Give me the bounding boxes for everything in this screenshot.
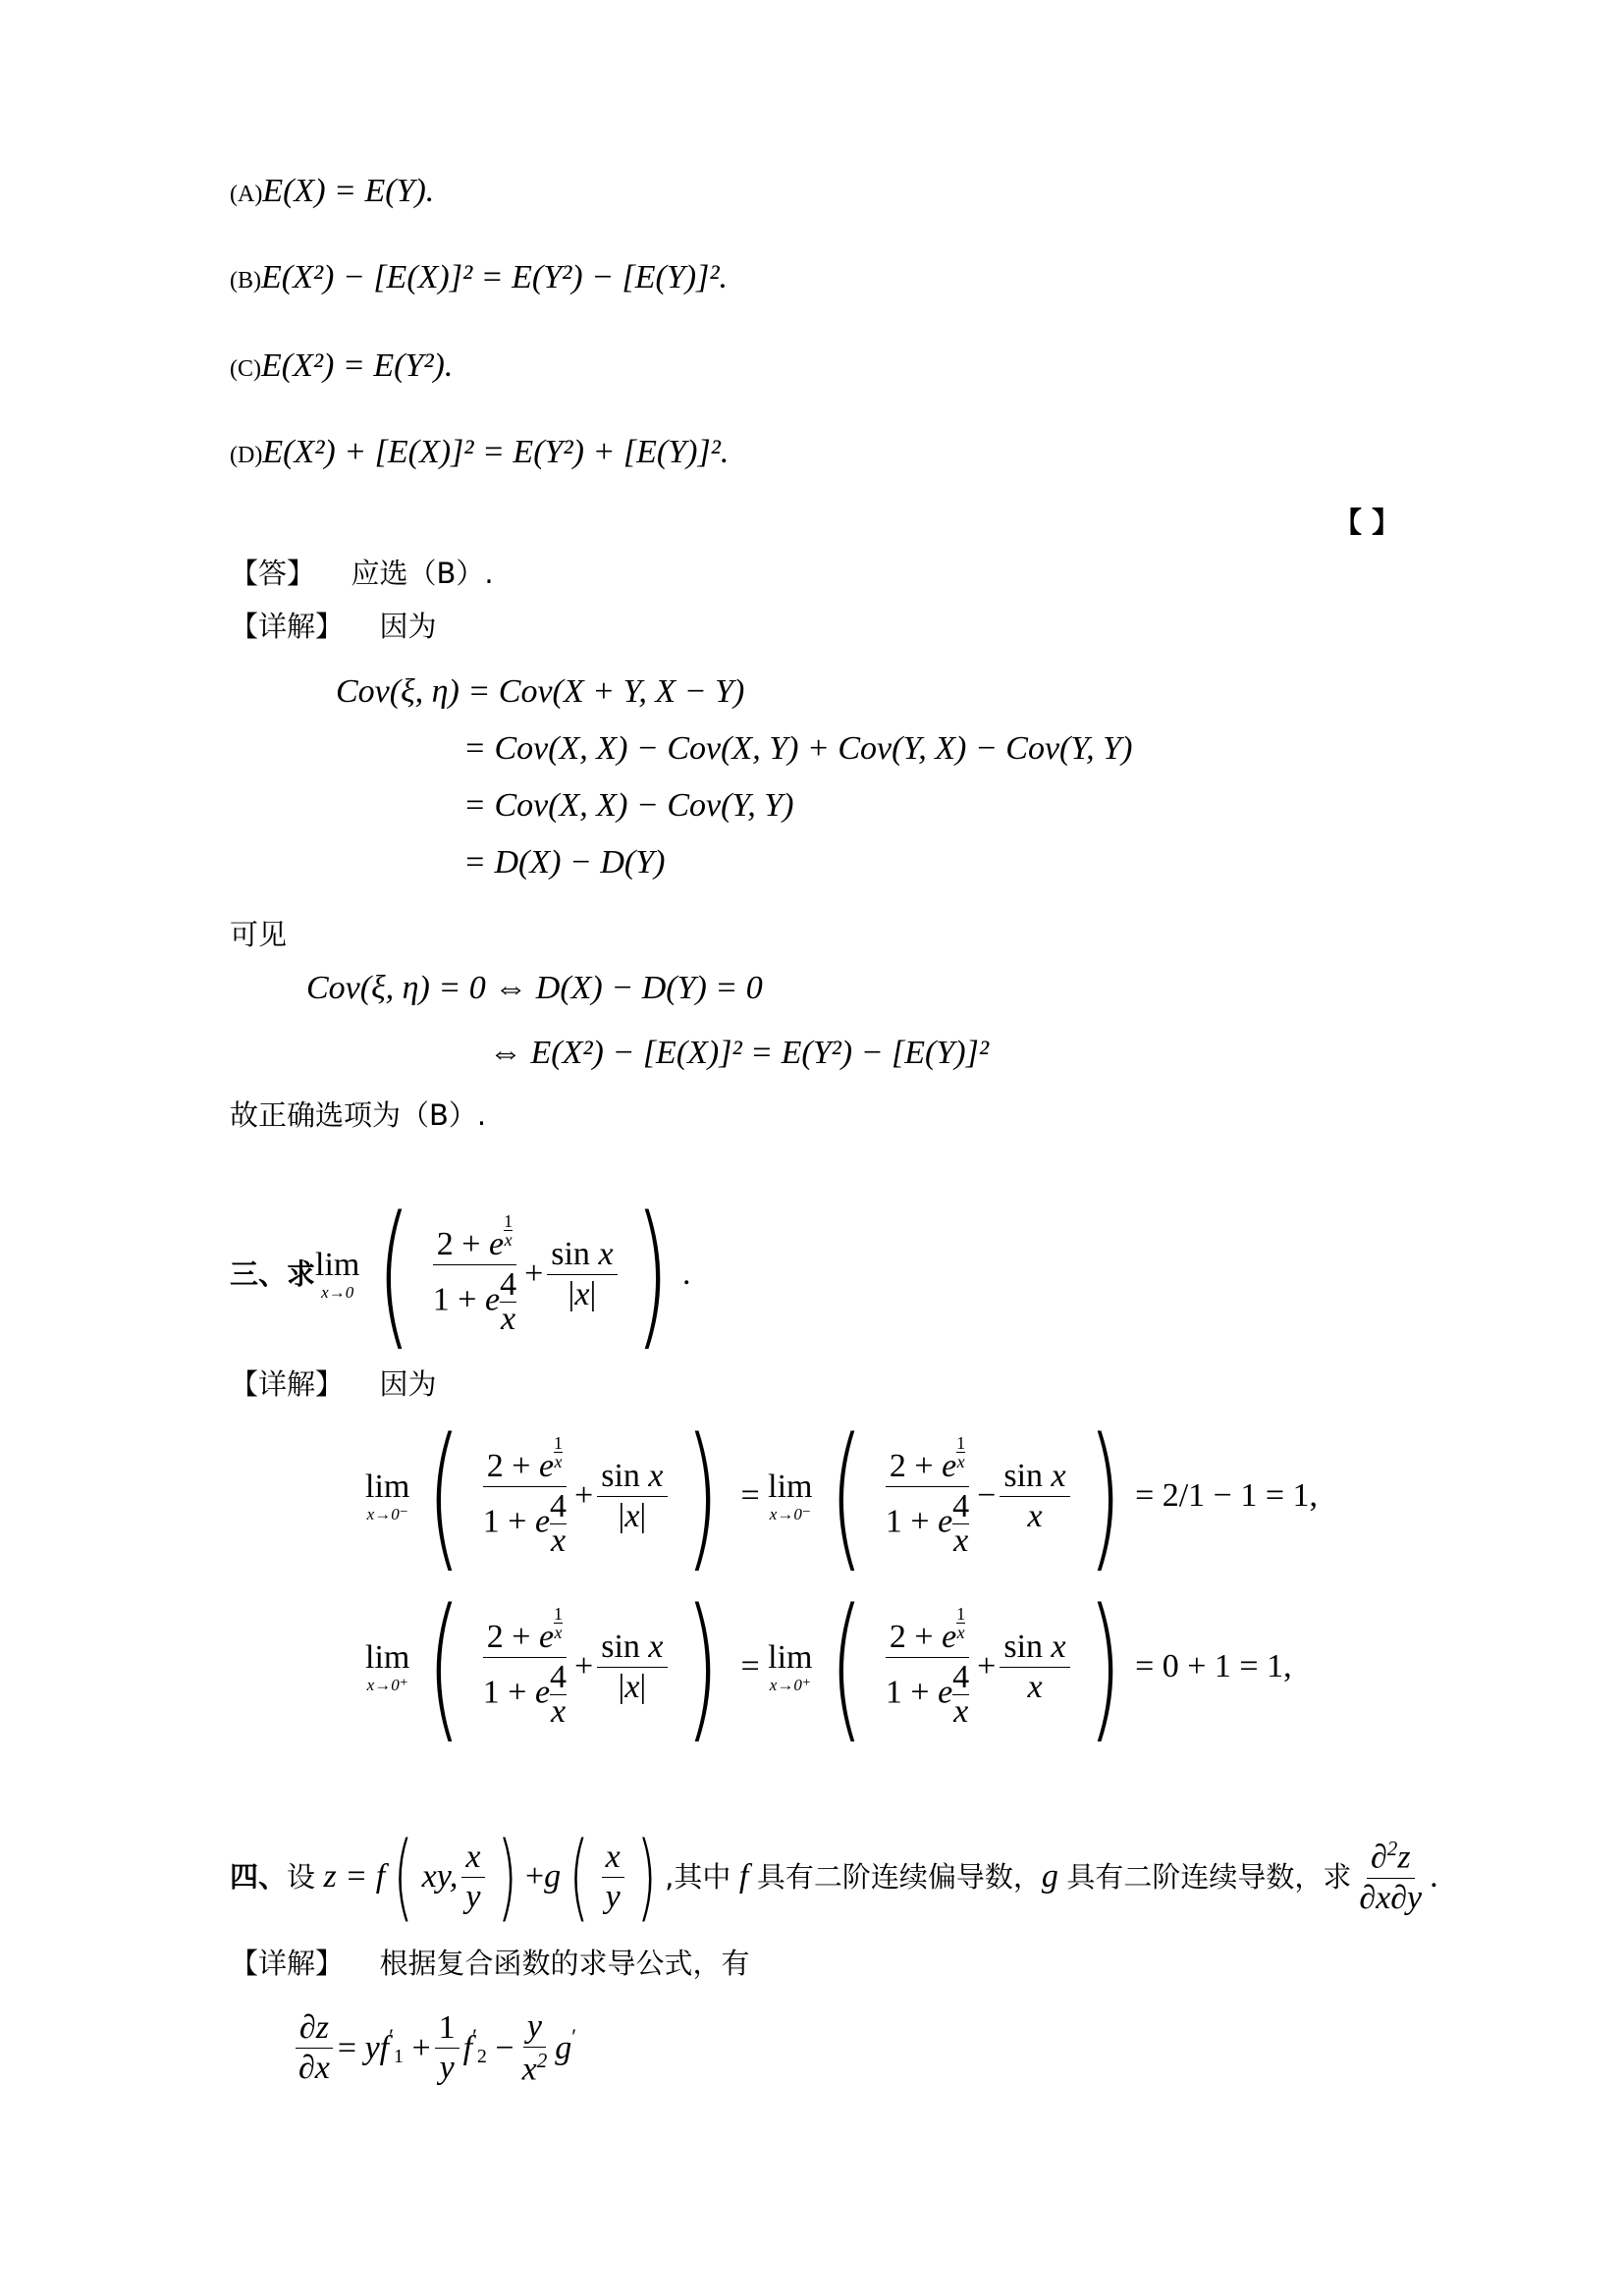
q4-statement: 四、 设 z = f ( xy, $\frac{x}{y}$ ) + g ( $\frac{x}{y}$ ) ,其中 f 具有二阶连续偏导数， g 具有二阶连续导数，求 $\frac{\partial^2z}{\partial x\partial y}$ . — [230, 1822, 1438, 1932]
q4-derivative: $\frac{\partial z}{\partial x}$ = yf ′ 1 + $\frac{1}{y}$ f ′ 2 − $\frac{y}{x^2}$ g ′ — [291, 2010, 576, 2086]
q3-statement: 三、求 lim x→0 ( 2 + e $^{\frac{1}{x}}$ 1 + e $\frac{4}{x}$ + $\frac{\text{sin x}}{|x|}$ ) . — [230, 1182, 691, 1365]
q4-text-c: 具有二阶连续偏导数， — [756, 1859, 1042, 1894]
option-c-label: (C) — [230, 356, 261, 382]
see-label: 可见 — [230, 918, 288, 951]
q3-explain-header — [230, 1367, 437, 1401]
option-b — [230, 261, 728, 294]
q4-text-b: ,其中 — [665, 1859, 731, 1894]
option-d-label: (D) — [230, 443, 263, 468]
q4-text-a: 设 — [287, 1859, 316, 1894]
cov-line-1: Cov(ξ, η) = Cov(X + Y, X − Y) — [336, 673, 745, 710]
q4-explain-text: 根据复合函数的求导公式，有 — [379, 1947, 750, 1980]
explain1-header — [230, 610, 437, 643]
explain1-intro: 因为 — [379, 610, 437, 643]
option-a — [230, 175, 434, 208]
q3-right-limit: lim x→0⁺ ( 2 + e $^{\frac{1}{x}}$ 1 + e $\frac{4}{x}$ + $\frac{\text{sin x}}{|x|}$ ) = lim x→0⁺ ( 2 + e $^{\frac{1}{x}}$ 1 + e $\frac{4}{x}$ + $\frac{\text{sin x}}{x}$ ) = 0 + 1 = 1, — [365, 1575, 1292, 1758]
q4-explain-header — [230, 1949, 749, 1978]
conclusion: 故正确选项为（B）. — [230, 1098, 487, 1132]
q4-text-d: 具有二阶连续导数，求 — [1066, 1859, 1352, 1894]
option-d-expr: E(X²) + [E(X)]² = E(Y²) + [E(Y)]². — [262, 434, 730, 470]
q3-left-result: = 2/1 − 1 = 1, — [1135, 1477, 1319, 1514]
option-c — [230, 349, 453, 383]
answer-line — [230, 557, 494, 590]
answer-text: 应选（B）. — [351, 557, 494, 590]
option-a-expr: E(X) = E(Y). — [262, 173, 435, 209]
cov-line-4: = D(X) − D(Y) — [463, 844, 666, 881]
q4-label: 四、 — [230, 1859, 288, 1894]
q3-right-result: = 0 + 1 = 1, — [1135, 1648, 1292, 1684]
option-b-label: (B) — [230, 268, 261, 294]
option-b-expr: E(X²) − [E(X)]² = E(Y²) − [E(Y)]². — [261, 259, 729, 295]
answer-bracket: 【 】 — [1333, 506, 1401, 539]
cov-line-3: = Cov(X, X) − Cov(Y, Y) — [463, 787, 794, 824]
explain1-tag: 【详解】 — [230, 610, 345, 643]
q3-left-limit: lim x→0⁻ ( 2 + e $^{\frac{1}{x}}$ 1 + e $\frac{4}{x}$ + $\frac{\text{sin x}}{|x|}$ ) = lim x→0⁻ ( 2 + e $^{\frac{1}{x}}$ 1 + e $\frac{4}{x}$ − $\frac{\text{sin x}}{x}$ ) = 2/1 − 1 = 1, — [365, 1404, 1319, 1587]
option-a-label: (A) — [230, 182, 263, 207]
q4-explain-tag: 【详解】 — [230, 1947, 345, 1980]
q3-explain-tag: 【详解】 — [230, 1367, 345, 1401]
q3-frac-2: $\frac{\text{sin x}}{|x|}$ — [547, 1238, 617, 1311]
q3-lim: lim x→0 — [315, 1246, 360, 1302]
option-c-expr: E(X²) = E(Y²). — [261, 347, 454, 384]
cov-line-2: = Cov(X, X) − Cov(X, Y) + Cov(Y, X) − Cov(Y, Y) — [463, 730, 1133, 767]
equiv-line-2: ⇔ E(X²) − [E(X)]² = E(Y²) − [E(Y)]² — [489, 1035, 990, 1071]
option-d — [230, 436, 729, 469]
answer-tag: 【答】 — [230, 557, 316, 590]
equiv-line-1: Cov(ξ, η) = 0 ⇔ D(X) − D(Y) = 0 — [306, 970, 763, 1006]
q3-label: 三、求 — [230, 1256, 316, 1291]
q3-frac-1: 2 + e $^{\frac{1}{x}}$ 1 + e $\frac{4}{x}$ — [432, 1211, 517, 1337]
q3-explain-intro: 因为 — [379, 1367, 437, 1401]
